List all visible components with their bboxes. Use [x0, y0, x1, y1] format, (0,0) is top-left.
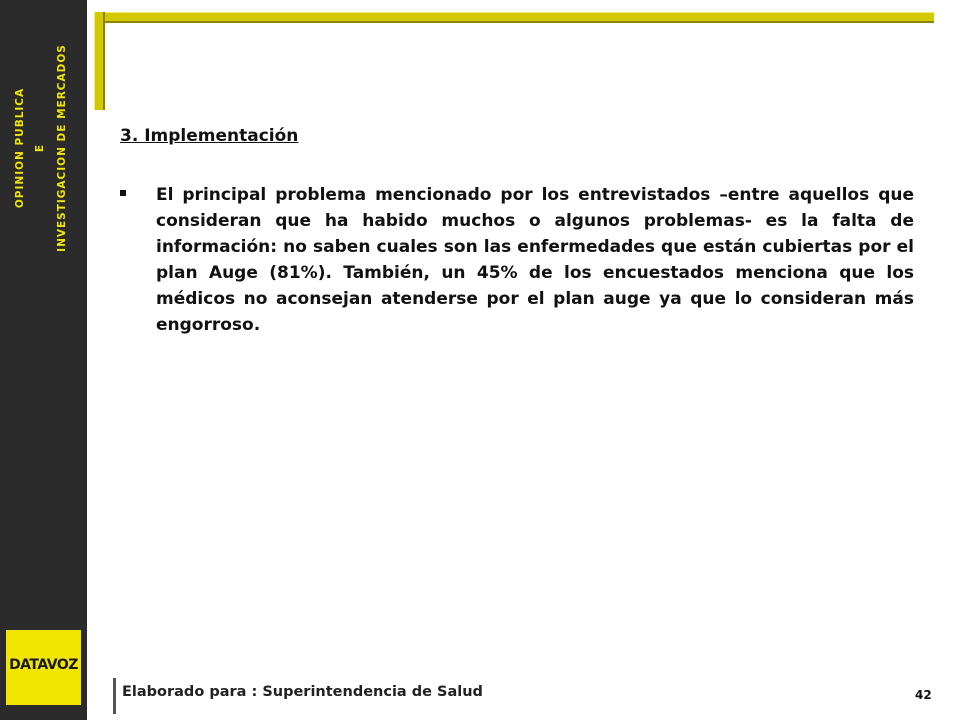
footer-text: Elaborado para : Superintendencia de Salud	[122, 684, 483, 700]
footer-divider	[113, 678, 116, 714]
bullet-text: El principal problema mencionado por los entrevistados –entre aquellos que consideran que ha habido muchos o algunos problemas- es la falta de información: no saben cuales son las enfermedades que están cubiertas por el plan Auge (81%). También, un 45% de los encuestados menciona que los médicos no aconsejan atenderse por el plan auge ya que lo consideran más engorroso.	[156, 185, 914, 335]
sidebar-line-3: INVESTIGACION DE MERCADOS	[56, 44, 68, 252]
frame-top-border	[94, 12, 934, 23]
sidebar-line-2: E	[34, 143, 46, 153]
sidebar-line-1: OPINION PUBLICA	[14, 87, 26, 209]
sidebar	[0, 0, 87, 720]
section-heading: 3. Implementación	[120, 126, 299, 146]
frame-left-border	[94, 12, 105, 110]
logo-text: DATAVOZ	[9, 657, 78, 673]
sidebar-vertical-text	[0, 0, 87, 300]
page-number: 42	[915, 688, 932, 702]
datavoz-logo	[6, 630, 81, 705]
square-bullet-icon	[120, 190, 126, 196]
